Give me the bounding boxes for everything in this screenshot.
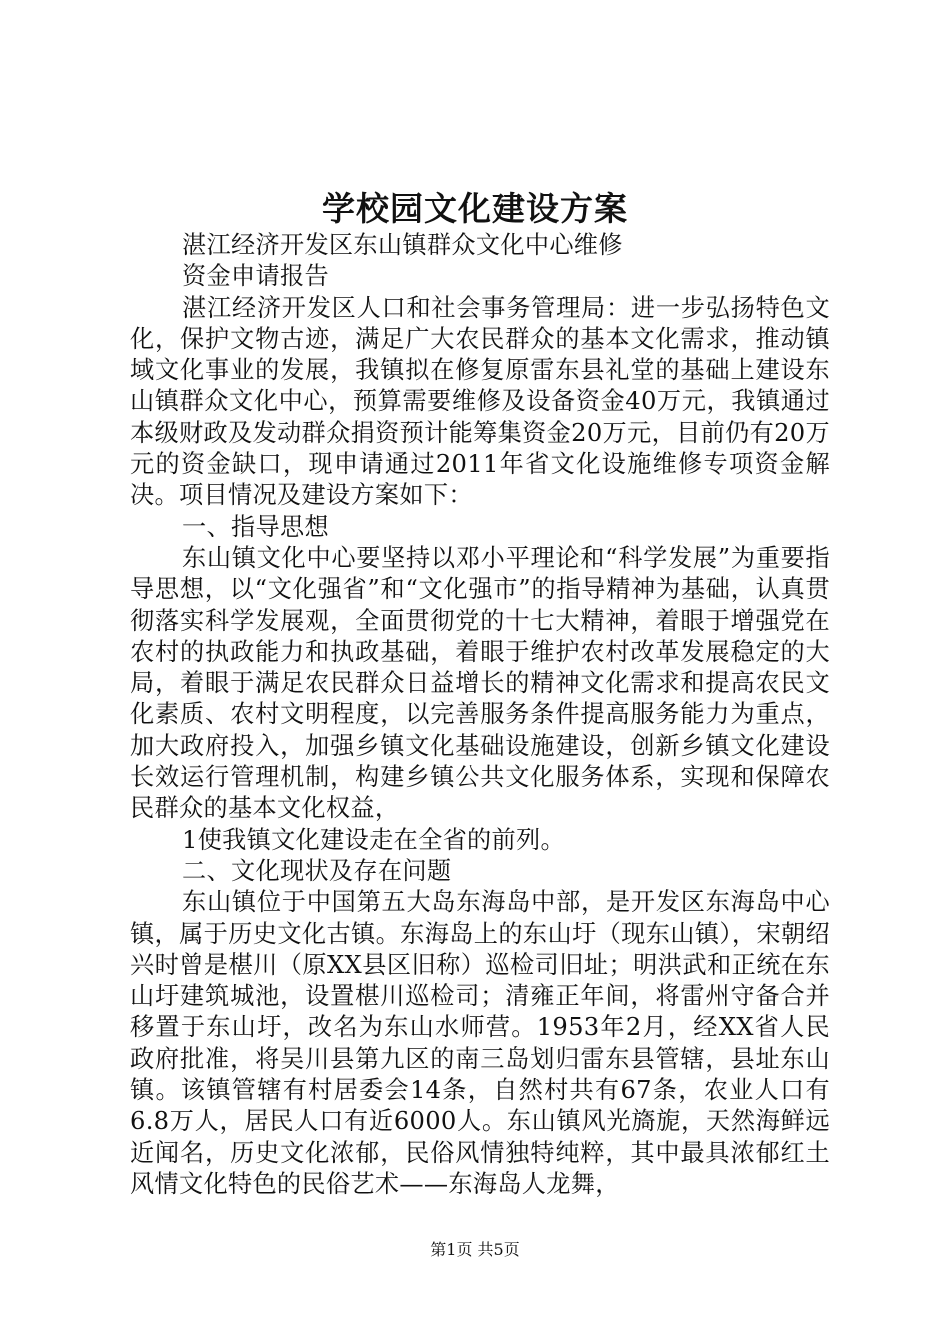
document-body — [130, 230, 830, 1200]
paragraph-heading-line-2: 资金申请报告 — [182, 262, 329, 291]
paragraph-current-status: 东山镇位于中国第五大岛东海岛中部，是开发区东海岛中心镇，属于历史文化古镇。东海岛上的东山圩（现东山镇），宋朝绍兴时曾是椹川（原XX县区旧称）巡检司旧址；明洪武和正统在东山圩建筑城池，设置椹川巡检司；清雍正年间，将雷州守备合并移置于东山圩，改名为东山水师营。1953年2月，经XX省人民政府批准，将吴川县第九区的南三岛划归雷东县管辖，县址东山镇。该镇管辖有村居委会14条，自然村共有67条，农业人口有6.8万人，居民人口有近6000人。东山镇风光旖旎，天然海鲜远近闻名，历史文化浓郁，民俗风情独特纯粹，其中最具浓郁红土风情文化特色的民俗艺术——东海岛人龙舞， — [130, 888, 830, 1198]
section-heading-guiding-ideology: 一、指导思想 — [182, 512, 329, 541]
document-title: 学校园文化建设方案 — [322, 189, 628, 228]
page-footer: 第1页 共5页 — [430, 1240, 520, 1259]
paragraph-heading-line-1: 湛江经济开发区东山镇群众文化中心维修 — [182, 231, 623, 259]
paragraph-intro: 湛江经济开发区人口和社会事务管理局：进一步弘扬特色文化，保护文物古迹，满足广大农民群众的基本文化需求，推动镇域文化事业的发展，我镇拟在修复原雷东县礼堂的基础上建设东山镇群众文化中心，预算需要维修及设备资金40万元，我镇通过本级财政及发动群众捐资预计能筹集资金20万元，目前仍有20万元的资金缺口，现申请通过2011年省文化设施维修专项资金解决。项目情况及建设方案如下： — [130, 293, 830, 510]
paragraph-goal: 1使我镇文化建设走在全省的前列。 — [182, 825, 566, 854]
section-heading-current-status: 二、文化现状及存在问题 — [182, 856, 452, 885]
paragraph-guiding-ideology: 东山镇文化中心要坚持以邓小平理论和“科学发展”为重要指导思想，以“文化强省”和“文化强市”的指导精神为基础，认真贯彻落实科学发展观，全面贯彻党的十七大精神，着眼于增强党在农村的执政能力和执政基础，着眼于维护农村改革发展稳定的大局，着眼于满足农民群众日益增长的精神文化需求和提高农民文化素质、农村文明程度，以完善服务条件提高服务能力为重点，加大政府投入，加强乡镇文化基础设施建设，创新乡镇文化建设长效运行管理机制，构建乡镇公共文化服务体系，实现和保障农民群众的基本文化权益， — [130, 543, 830, 823]
